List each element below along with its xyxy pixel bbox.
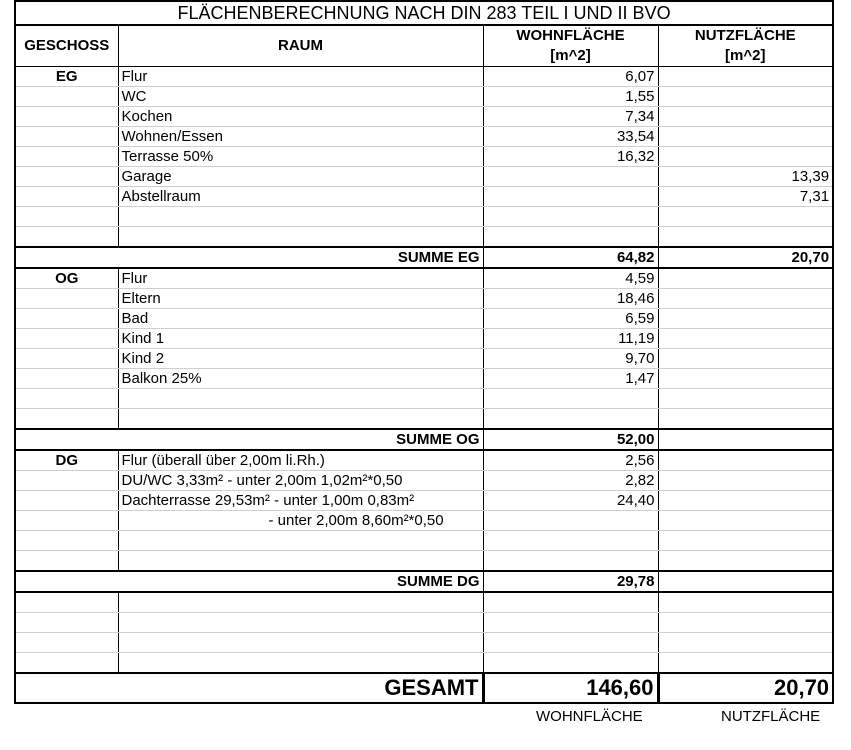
empty-cell [483,389,658,409]
wohnflaeche-cell: 6,59 [483,309,658,329]
geschoss-cell [15,309,118,329]
nutzflaeche-cell [658,309,833,329]
geschoss-cell [15,107,118,127]
nutzflaeche-cell [658,268,833,289]
empty-cell [15,389,118,409]
wohnflaeche-cell: 2,82 [483,471,658,491]
geschoss-cell [15,369,118,389]
empty-row [15,613,833,633]
wohnflaeche-cell: 4,59 [483,268,658,289]
header-geschoss: GESCHOSS [15,25,118,67]
empty-cell [658,592,833,613]
raum-cell: Balkon 25% [118,369,483,389]
header-nutz-unit: [m^2] [658,46,833,67]
geschoss-cell [15,147,118,167]
empty-cell [15,227,118,248]
nutzflaeche-cell [658,329,833,349]
sum-label: SUMME OG [15,429,483,450]
raum-cell: Wohnen/Essen [118,127,483,147]
footer-nutzflaeche: NUTZFLÄCHE [721,708,821,725]
nutzflaeche-cell [658,511,833,531]
header-nutzflaeche: NUTZFLÄCHE [658,25,833,46]
table-row [15,127,833,147]
empty-cell [15,207,118,227]
empty-row [15,531,833,551]
header-row [15,25,833,46]
table-row [15,268,833,289]
geschoss-cell [15,187,118,207]
empty-cell [118,409,483,430]
wohnflaeche-cell: 33,54 [483,127,658,147]
empty-cell [483,207,658,227]
empty-cell [483,409,658,430]
sheet-title: FLÄCHENBERECHNUNG NACH DIN 283 TEIL I UND II BVO [15,1,833,25]
sum-wohnflaeche: 52,00 [483,429,658,450]
empty-row [15,389,833,409]
nutzflaeche-cell: 7,31 [658,187,833,207]
table-row [15,450,833,471]
total-wohnflaeche: 146,60 [483,673,658,703]
nutzflaeche-cell [658,107,833,127]
wohnflaeche-cell [483,167,658,187]
sum-wohnflaeche: 64,82 [483,247,658,268]
geschoss-cell [15,289,118,309]
wohnflaeche-cell [483,187,658,207]
nutzflaeche-cell [658,471,833,491]
wohnflaeche-cell: 16,32 [483,147,658,167]
raum-cell: Terrasse 50% [118,147,483,167]
sum-label: SUMME DG [15,571,483,592]
sum-row [15,571,833,592]
nutzflaeche-cell [658,450,833,471]
area-calculation-sheet [14,0,832,725]
sum-wohnflaeche: 29,78 [483,571,658,592]
wohnflaeche-cell: 11,19 [483,329,658,349]
empty-cell [118,207,483,227]
raum-cell: Kind 1 [118,329,483,349]
sum-nutzflaeche: 20,70 [658,247,833,268]
table-row [15,289,833,309]
empty-cell [15,613,118,633]
empty-cell [15,653,118,674]
table-row [15,471,833,491]
empty-cell [15,531,118,551]
empty-cell [118,531,483,551]
wohnflaeche-cell: 18,46 [483,289,658,309]
nutzflaeche-cell [658,67,833,87]
table-row [15,329,833,349]
table-row [15,167,833,187]
empty-cell [658,207,833,227]
wohnflaeche-cell: 9,70 [483,349,658,369]
raum-cell: Flur (überall über 2,00m li.Rh.) [118,450,483,471]
header-wohn-unit: [m^2] [483,46,658,67]
empty-cell [15,633,118,653]
sum-label: SUMME EG [15,247,483,268]
geschoss-cell [15,87,118,107]
nutzflaeche-cell [658,87,833,107]
empty-cell [118,389,483,409]
raum-cell: Abstellraum [118,187,483,207]
nutzflaeche-cell [658,127,833,147]
raum-cell: Garage [118,167,483,187]
empty-cell [483,633,658,653]
geschoss-cell [15,491,118,511]
empty-cell [658,227,833,248]
empty-cell [483,653,658,674]
geschoss-cell [15,349,118,369]
empty-cell [483,227,658,248]
table-row [15,349,833,369]
nutzflaeche-cell: 13,39 [658,167,833,187]
geschoss-cell [15,511,118,531]
empty-cell [658,633,833,653]
raum-cell: Bad [118,309,483,329]
nutzflaeche-cell [658,369,833,389]
area-table [14,0,834,704]
raum-cell: Kind 2 [118,349,483,369]
wohnflaeche-cell: 7,34 [483,107,658,127]
raum-cell: - unter 2,00m 8,60m²*0,50 [118,511,483,531]
sum-nutzflaeche [658,429,833,450]
raum-cell: Kochen [118,107,483,127]
geschoss-cell [15,329,118,349]
geschoss-cell: OG [15,268,118,289]
geschoss-cell: DG [15,450,118,471]
header-raum: RAUM [118,25,483,67]
nutzflaeche-cell [658,289,833,309]
empty-row [15,592,833,613]
table-row [15,309,833,329]
wohnflaeche-cell: 24,40 [483,491,658,511]
empty-row [15,633,833,653]
total-row [15,673,833,703]
empty-cell [658,409,833,430]
empty-cell [658,653,833,674]
empty-row [15,409,833,430]
wohnflaeche-cell: 1,47 [483,369,658,389]
empty-cell [658,389,833,409]
empty-cell [483,613,658,633]
empty-cell [118,592,483,613]
nutzflaeche-cell [658,349,833,369]
footer-wohnflaeche: WOHNFLÄCHE [536,708,643,725]
table-row [15,369,833,389]
table-row [15,107,833,127]
table-row [15,147,833,167]
empty-cell [483,531,658,551]
empty-cell [658,551,833,572]
geschoss-cell [15,471,118,491]
geschoss-cell: EG [15,67,118,87]
raum-cell: Eltern [118,289,483,309]
empty-row [15,207,833,227]
empty-row [15,227,833,248]
empty-cell [118,551,483,572]
total-nutzflaeche: 20,70 [658,673,833,703]
empty-row [15,551,833,572]
empty-row [15,653,833,674]
wohnflaeche-cell [483,511,658,531]
empty-cell [658,613,833,633]
empty-cell [118,633,483,653]
raum-cell: WC [118,87,483,107]
empty-cell [15,592,118,613]
raum-cell: Flur [118,268,483,289]
empty-cell [658,531,833,551]
total-label: GESAMT [15,673,483,703]
nutzflaeche-cell [658,147,833,167]
sum-row [15,429,833,450]
empty-cell [118,653,483,674]
empty-cell [118,227,483,248]
wohnflaeche-cell: 2,56 [483,450,658,471]
geschoss-cell [15,167,118,187]
raum-cell: Flur [118,67,483,87]
wohnflaeche-cell: 6,07 [483,67,658,87]
sum-row [15,247,833,268]
title-row [15,1,833,25]
nutzflaeche-cell [658,491,833,511]
table-row [15,511,833,531]
empty-cell [483,592,658,613]
raum-cell: DU/WC 3,33m² - unter 2,00m 1,02m²*0,50 [118,471,483,491]
table-row [15,491,833,511]
wohnflaeche-cell: 1,55 [483,87,658,107]
raum-cell: Dachterrasse 29,53m² - unter 1,00m 0,83m² [118,491,483,511]
empty-cell [118,613,483,633]
header-wohnflaeche: WOHNFLÄCHE [483,25,658,46]
sum-nutzflaeche [658,571,833,592]
table-row [15,87,833,107]
table-row [15,67,833,87]
table-row [15,187,833,207]
empty-cell [483,551,658,572]
empty-cell [15,551,118,572]
empty-cell [15,409,118,430]
geschoss-cell [15,127,118,147]
